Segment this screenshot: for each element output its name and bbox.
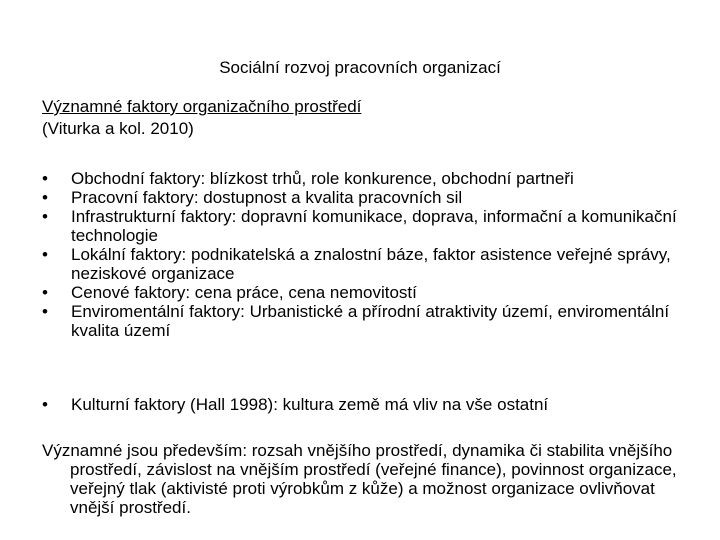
list-item-text: Lokální faktory: podnikatelská a znalostní báze, faktor asistence veřejné správy, neziskové organizace xyxy=(71,245,671,283)
list-item-text: Obchodní faktory: blízkost trhů, role konkurence, obchodní partneři xyxy=(71,169,574,188)
list-item-text: Enviromentální faktory: Urbanistické a přírodní atraktivity území, enviromentální kvalita území xyxy=(71,302,670,340)
list-item xyxy=(42,283,702,302)
bullet-icon: • xyxy=(42,302,48,321)
citation: (Viturka a kol. 2010) xyxy=(42,119,194,138)
list-item xyxy=(42,245,702,283)
bullet-icon: • xyxy=(42,395,48,414)
bullet-icon: • xyxy=(42,188,48,207)
slide-title: Sociální rozvoj pracovních organizací xyxy=(219,58,501,77)
list-item xyxy=(42,188,702,207)
list-item xyxy=(42,207,702,245)
bullet-icon: • xyxy=(42,245,48,264)
list-item xyxy=(42,302,702,340)
closing-paragraph: Významné jsou především: rozsah vnějšího prostředí, dynamika či stabilita vnějšího prostředí, závislost na vnějším prostředí (veřejné finance), povinnost organizace, veřejný tlak (aktivisté proti výrobkům z kůže) a možnost organizace ovlivňovat vnější prostředí. xyxy=(42,441,677,517)
factor-list xyxy=(42,169,702,340)
bullet-icon: • xyxy=(42,169,48,188)
bullet-icon: • xyxy=(42,207,48,226)
list-item-text: Kulturní faktory (Hall 1998): kultura země má vliv na vše ostatní xyxy=(71,395,549,414)
heading-block xyxy=(42,96,361,140)
list-item-text: Pracovní faktory: dostupnost a kvalita pracovních sil xyxy=(71,188,463,207)
list-item xyxy=(42,169,702,188)
list-item-text: Cenové faktory: cena práce, cena nemovitostí xyxy=(71,283,417,302)
list-item-text: Infrastrukturní faktory: dopravní komunikace, doprava, informační a komunikační technologie xyxy=(71,207,677,245)
section-heading: Významné faktory organizačního prostředí xyxy=(42,97,362,116)
bullet-icon: • xyxy=(42,283,48,302)
cultural-factor-item xyxy=(42,395,702,414)
